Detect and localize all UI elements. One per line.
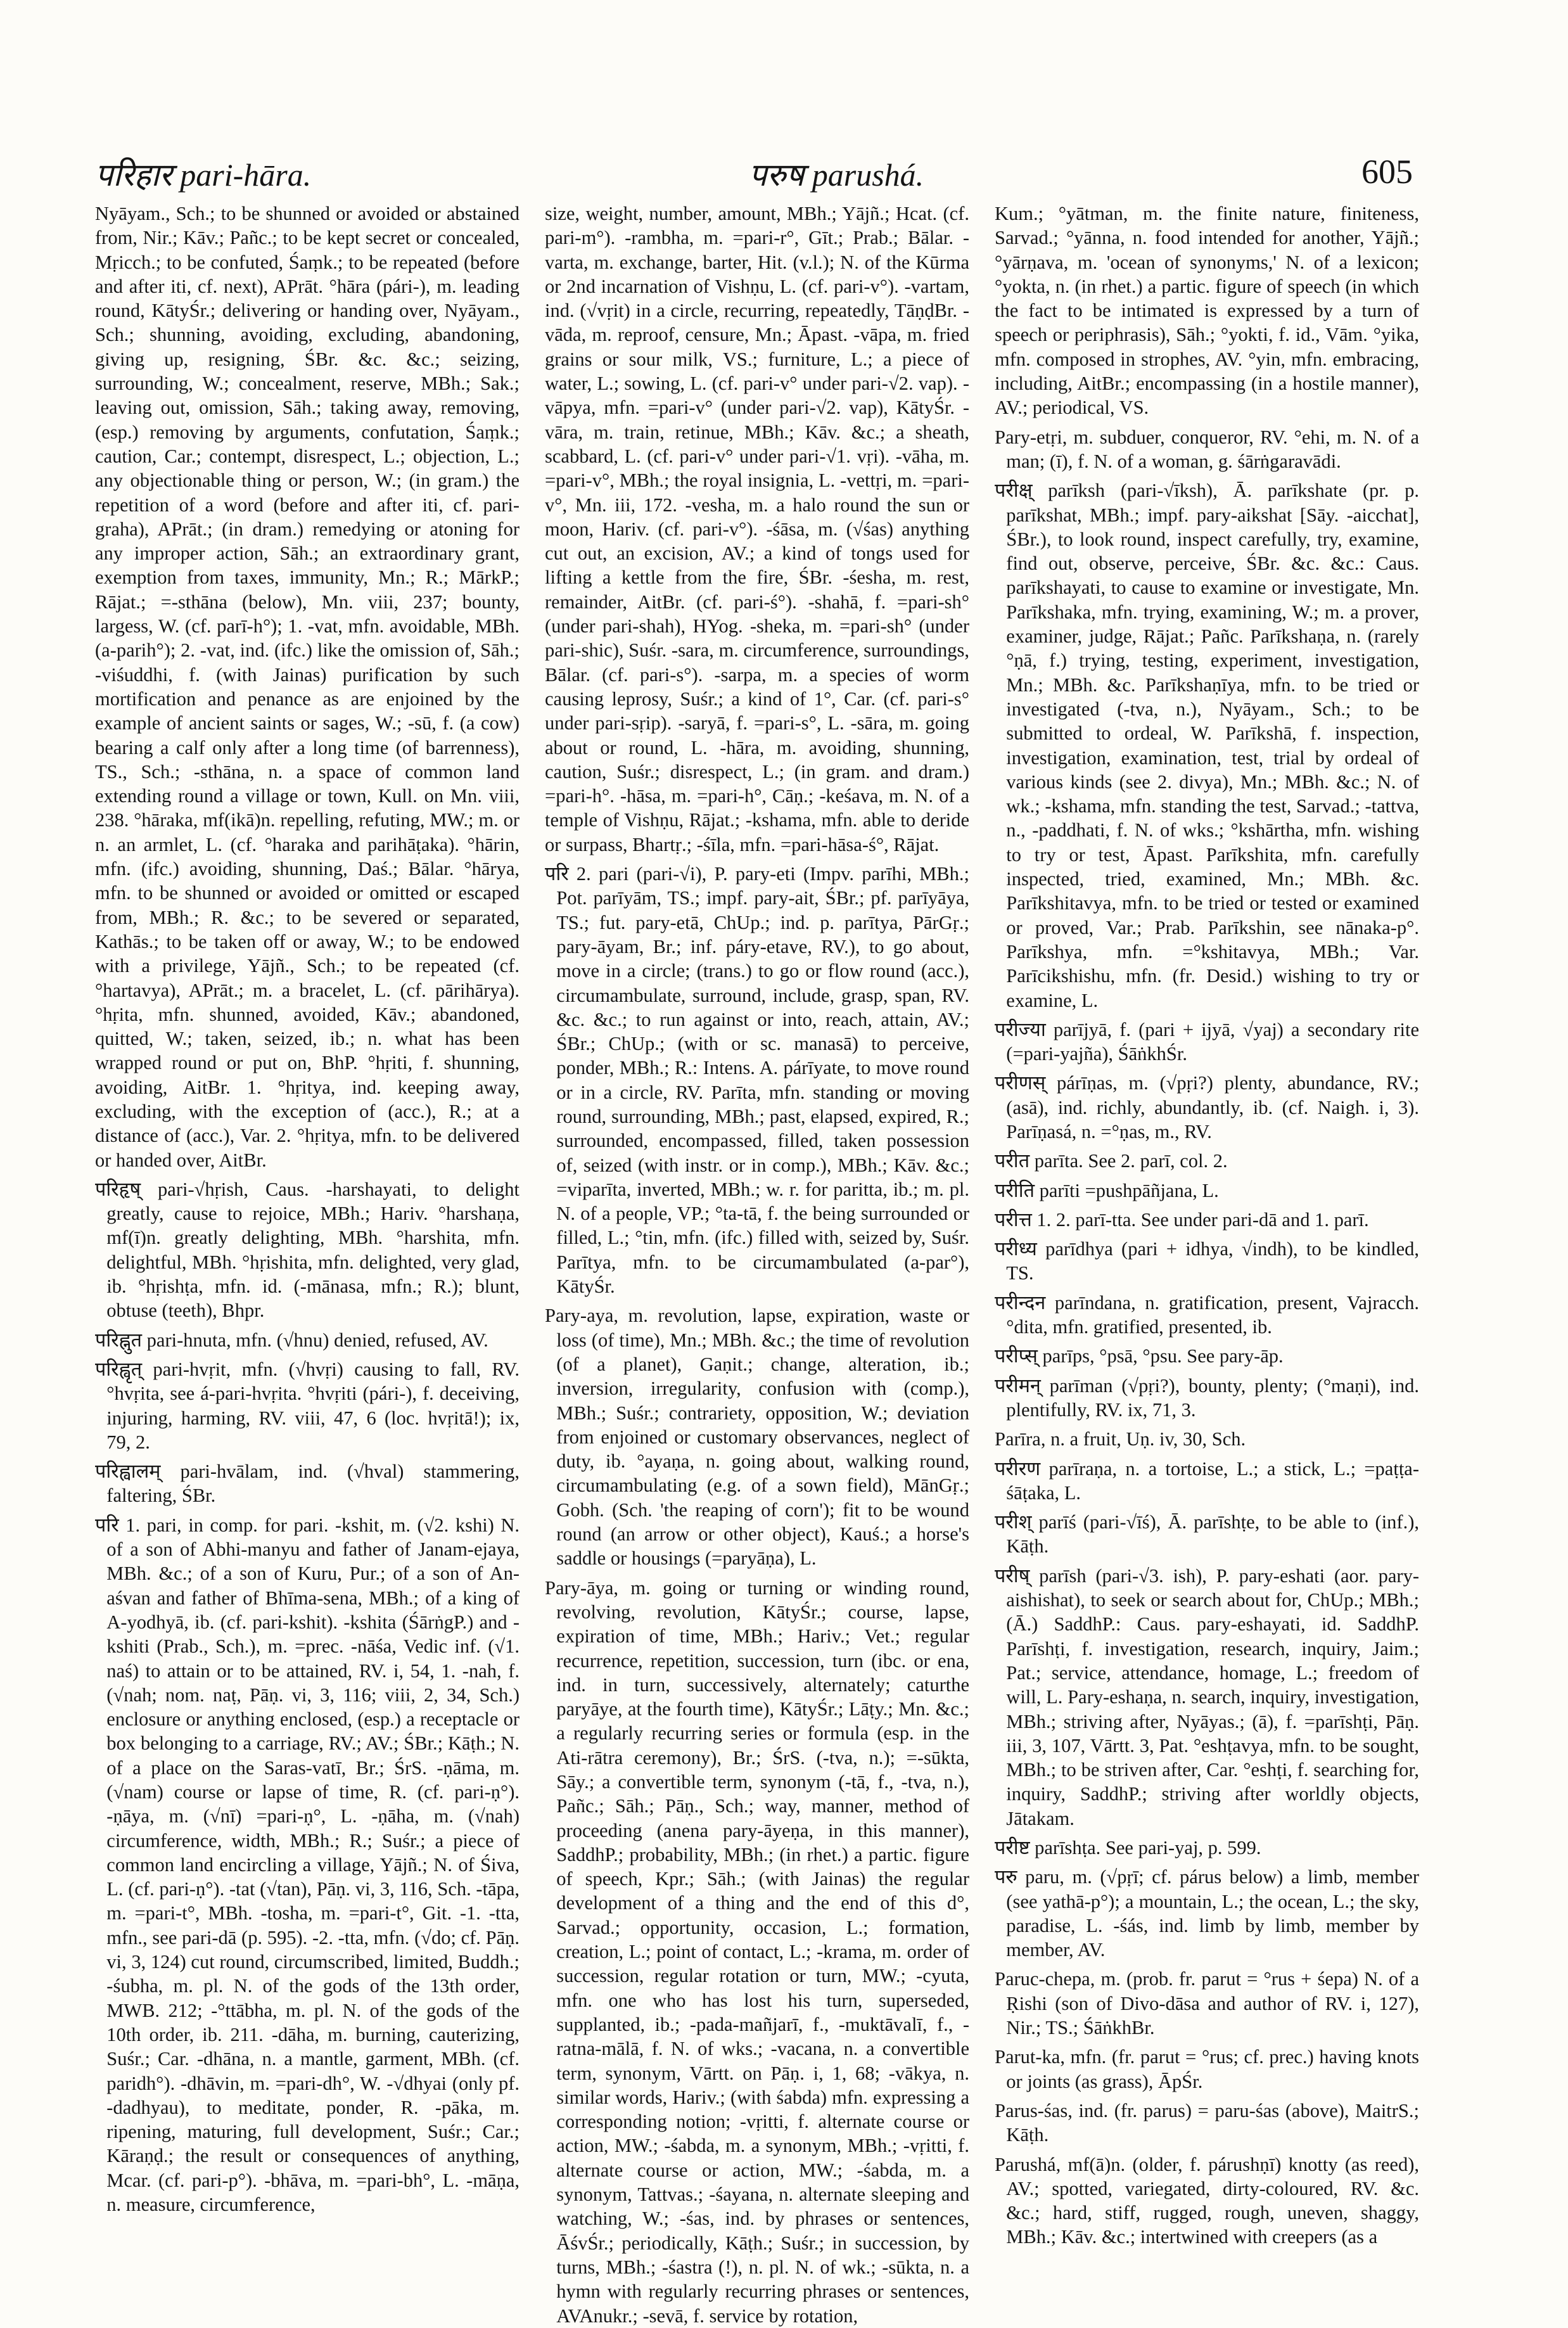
entry-paragraph: Pary-aya, m. revolution, lapse, expiration, waste or loss (of time), Mn.; MBh. &c.; the time of revolution (of a planet), Gaṇit.; change, alteration, ib.; inversion, irregularity, confusion with (comp.), MBh.; Suśr.; contrariety, opposition, W.; deviation from enjoined or customary observances, neglect of duty, ib. °ayaṇa, n. going about, walking round, circumambulating (e.g. of a sown field), MānGṛ.; Gobh. (Sch. 'the reaping of corn'); fit to be wound round (an arrow or other object), Kauś.; a horse's saddle or housings (=paryāṇa), L. [545,1305,969,1570]
entry-paragraph: परु paru, m. (√pṛī; cf. párus below) a limb, member (see yathā-p°); a mountain, L.; the ocean, L.; the sky, paradise, L. -śás, ind. limb by limb, member by member, AV. [995,1866,1419,1961]
entry-paragraph: परिह्वृत् pari-hvṛit, mfn. (√hvṛi) causing to fall, RV. °hvṛita, see á-pari-hvṛita. °hvṛiti (pári-), f. deceiving, injuring, harming, RV. viii, 47, 6 (loc. hvṛitā!); ix, 79, 2. [95,1358,519,1453]
column-2 [545,201,969,2327]
entry-paragraph: Parut-ka, mfn. (fr. parut = °rus; cf. prec.) having knots or joints (as grass), ĀpŚr. [995,2046,1419,2092]
entry-paragraph: परीप्स् parīps, °psā, °psu. See pary-āp. [995,1345,1284,1367]
entry-paragraph: परीमन् parīman (√pṛi?), bounty, plenty; (°maṇi), ind. plentifully, RV. ix, 71, 3. [995,1374,1419,1421]
entry-paragraph: Kum.; °yātman, m. the finite nature, finiteness, Sarvad.; °yānna, n. food intended for another, Yājñ.; °yārṇava, m. 'ocean of synonyms,' N. of a lexicon; °yokta, n. (in rhet.) a partic. figure of speech (in which the fact to be intimated is expressed by a turn of speech or periphrasis), Sāh.; °yokti, f. id., Vām. °yika, mfn. composed in strophes, AV. °yin, mfn. embracing, including, AitBr.; encompassing (in a hostile manner), AV.; periodical, VS. [995,203,1419,419]
entry-paragraph: परीति parīti =pushpāñjana, L. [995,1179,1219,1201]
entry-paragraph: परीत parīta. See 2. parī, col. 2. [995,1150,1228,1172]
entry-paragraph: परीरण parīraṇa, n. a tortoise, L.; a stick, L.; =paṭṭa-śāṭaka, L. [995,1457,1419,1504]
entry-paragraph: परीक्ष् parīksh (pari-√īksh), Ā. parīkshate (pr. p. parīkshat, MBh.; impf. pary-aikshat [Sāy. -aicchat], ŚBr.), to look round, inspect carefully, try, examine, find out, observe, perceive, ŚBr. &c. &c.: Caus. parīkshayati, to cause to examine or investigate, Mn. Parīkshaka, mfn. trying, examining, W.; m. a prover, examiner, judge, Rājat.; Pañc. Parīkshaṇa, n. (rarely °ṇā, f.) trying, testing, experiment, investigation, Mn.; MBh. &c. Parīkshaṇīya, mfn. to be tried or investigated (-tva, n.), Nyāyam., Sch.; to be submitted to ordeal, W. Parīkshā, f. inspection, investigation, examination, test, trial by ordeal of various kinds (see 2. divya), Mn.; MBh. &c.; N. of wk.; -kshama, mfn. standing the test, Sarvad.; -tattva, n., -paddhati, f. N. of wks.; °kshārtha, mfn. wishing to try or test, Āpast. Parīkshita, mfn. carefully inspected, tried, examined, Mn.; MBh. &c. Parīkshitavya, mfn. to be tried or tested or examined or proved, Var.; Prab. Parīkshin, see nānaka-p°. Parīkshya, mfn. =°kshitavya, MBh.; Var. Parīcikshishu, mfn. (fr. Desid.) wishing to try or examine, L. [995,480,1419,1011]
column-1 [95,201,519,2216]
entry-paragraph: Nyāyam., Sch.; to be shunned or avoided or abstained from, Nir.; Kāv.; Pañc.; to be kept secret or concealed, Mṛicch.; to be confuted, Śaṃk.; to be repeated (before and after iti, cf. next), APrāt. °hāra (pári-), m. leading round, KātyŚr.; delivering or handing over, Nyāyam., Sch.; shunning, avoiding, excluding, abandoning, giving up, resigning, ŚBr. &c. &c.; seizing, surrounding, W.; concealment, reserve, MBh.; Sak.; leaving out, omission, Sāh.; taking away, removing, (esp.) removing by arguments, confutation, Śaṃk.; caution, Car.; contempt, disrespect, L.; objection, L.; any objectionable thing or person, W.; (in gram.) the repetition of a word (before and after iti, cf. pari-graha), APrāt.; (in dram.) remedying or atoning for any improper action, Sāh.; an extraordinary grant, exemption from taxes, immunity, Mn.; R.; MārkP.; Rājat.; =-sthāna (below), Mn. viii, 237; bounty, largess, W. (cf. parī-h°); 1. -vat, mfn. avoidable, MBh. (a-parih°); 2. -vat, ind. (ifc.) like the omission of, Sāh.; -viśuddhi, f. (with Jainas) purification by such mortification and penance as are enjoined by the example of ancient saints or sages, W.; -sū, f. (a cow) bearing a calf only after a long time (of barrenness), TS., Sch.; -sthāna, n. a space of common land extending round a village or town, Kull. on Mn. viii, 238. °hāraka, mf(ikā)n. repelling, refuting, MW.; m. or n. an armlet, L. (cf. °haraka and parihāṭaka). °hārin, mfn. (ifc.) avoiding, shunning, Daś.; Bālar. °hārya, mfn. to be shunned or avoided or omitted or escaped from, MBh.; R. &c.; to be severed or separated, Kathās.; to be taken off or away, W.; to be endowed with a privilege, Yājñ., Sch.; to be repeated (cf. °hartavya), APrāt.; m. a bracelet, L. (cf. pārihārya). °hṛita, mfn. shunned, avoided, Kāv.; abandoned, quitted, W.; taken, seized, ib.; n. what has been wrapped round or put on, BhP. °hṛiti, f. shunning, avoiding, AitBr. 1. °hṛitya, ind. keeping away, excluding, with the exception of (acc.), R.; at a distance of (acc.), Var. 2. °hṛitya, mfn. to be delivered or handed over, AitBr. [95,203,519,1171]
entry-paragraph: परीध्य parīdhya (pari + idhya, √indh), to be kindled, TS. [995,1238,1419,1284]
entry-paragraph: परीणस् párīṇas, m. (√pṛi?) plenty, abundance, RV.; (asā), ind. richly, abundantly, ib. (cf. Naigh. i, 3). Parīṇasá, n. =°ṇas, m., RV. [995,1072,1419,1142]
entry-paragraph: size, weight, number, amount, MBh.; Yājñ.; Hcat. (cf. pari-m°). -rambha, m. =pari-r°, Gīt.; Prab.; Bālar. -varta, m. exchange, barter, Hit. (v.l.); N. of the Kūrma or 2nd incarnation of Vishṇu, L. (cf. pari-v°). -vartam, ind. (√vṛit) in a circle, recurring, repeatedly, TāṇḍBr. -vāda, m. reproof, censure, Mn.; Āpast. -vāpa, m. fried grains or sour milk, VS.; furniture, L.; a piece of water, L.; sowing, L. (cf. pari-v° under pari-√2. vap). -vāpya, mfn. =pari-v° (under pari-√2. vap), KātyŚr. -vāra, m. train, retinue, MBh.; Kāv. &c.; a sheath, scabbard, L. (cf. pari-v° under pari-√1. vṛi). -vāha, m. =pari-v°, MBh.; the royal insignia, L. -vettṛi, m. =pari-v°, Mn. iii, 172. -vesha, m. a halo round the sun or moon, Hariv. (cf. pari-v°). -śāsa, m. (√śas) anything cut out, an excision, AV.; a kind of tongs used for lifting a kettle from the fire, ŚBr. -śesha, m. rest, remainder, AitBr. (cf. pari-ś°). -shahā, f. =pari-sh° (under pari-shah), HYog. -sheka, m. =pari-sh° (under pari-shic), Suśr. -sara, m. circumference, surroundings, Bālar. (cf. pari-s°). -sarpa, m. a species of worm causing leprosy, Suśr.; a kind of 1°, Car. (cf. pari-s° under pari-sṛip). -saryā, f. =pari-s°, L. -sāra, m. going about or round, L. -hāra, m. avoiding, shunning, caution, Suśr.; disrespect, L.; (in gram. and dram.) =pari-h°. -hāsa, m. =pari-h°, Cāṇ.; -keśava, m. N. of a temple of Vishṇu, Rājat.; -kshama, mfn. able to deride or surpass, Bhartṛ.; -śīla, mfn. =pari-hāsa-ś°, Rājat. [545,203,969,855]
left-headword: परिहार pari-hāra. [95,157,312,193]
entry-paragraph: Parīra, n. a fruit, Uṇ. iv, 30, Sch. [995,1428,1246,1450]
entry-paragraph: परिह्वालम् pari-hvālam, ind. (√hval) stammering, faltering, ŚBr. [95,1461,519,1507]
page-number: 605 [1361,153,1413,191]
entry-paragraph: Parus-śas, ind. (fr. parus) = paru-śas (above), MaitrS.; Kāṭh. [995,2099,1419,2146]
entry-paragraph: Paruc-chepa, m. (prob. fr. parut = °rus + śepa) N. of a Ṛishi (son of Divo-dāsa and author of RV. i, 127), Nir.; TS.; ŚāṅkhBr. [995,1968,1419,2039]
entry-paragraph: परीष्ट parīshṭa. See pari-yaj, p. 599. [995,1837,1261,1858]
entry-paragraph: परिह्नुत pari-hnuta, mfn. (√hnu) denied, refused, AV. [95,1329,488,1351]
entry-paragraph: परि 1. pari, in comp. for pari. -kshit, m. (√2. kshi) N. of a son of Abhi-manyu and father of Janam-ejaya, MBh. &c.; of a son of Kuru, Pur.; of a son of An-aśvan and father of Bhīma-sena, MBh.; of a king of A-yodhyā, ib. (cf. pari-kshit). -kshita (ŚārṅgP.) and -kshiti (Prab., Sch.), m. =prec. -nāśa, Vedic inf. (√1. naś) to attain or to be attained, RV. i, 54, 1. -nah, f. (√nah; nom. naṭ, Pāṇ. vi, 3, 116; viii, 2, 34, Sch.) enclosure or anything enclosed, (esp.) a receptacle or box belonging to a carriage, RV.; AV.; ŚBr.; Kāṭh.; N. of a place on the Saras-vatī, Br.; ŚrS. -ṇāma, m. (√nam) course or lapse of time, R. (cf. pari-ṇ°). -ṇāya, m. (√nī) =pari-ṇ°, L. -ṇāha, m. (√nah) circumference, width, MBh.; R.; Suśr.; a piece of common land encircling a village, Yājñ.; N. of Śiva, L. (cf. pari-ṇ°). -tat (√tan), Pāṇ. vi, 3, 116, Sch. -tāpa, m. =pari-t°, MBh. -tosha, m. =pari-t°, Git. -1. -tta, mfn., see pari-dā (p. 595). -2. -tta, mfn. (√do; cf. Pāṇ. vi, 3, 124) cut round, circumscribed, limited, Buddh.; -śubha, m. pl. N. of the gods of the 13th order, MWB. 212; -°ttābha, m. pl. N. of the gods of the 10th order, ib. 211. -dāha, m. burning, cauterizing, Suśr.; Car. -dhāna, n. a mantle, garment, MBh. (cf. paridh°). -dhāvin, m. =pari-dh°, W. -√dhyai (only pf. -dadhyau), to meditate, ponder, R. -pāka, m. ripening, maturing, full development, Suśr.; Car.; Kāraṇḍ.; the result or consequences of anything, Mcar. (cf. pari-p°). -bhāva, m. =pari-bh°, L. -māṇa, n. measure, circumference, [95,1514,519,2216]
entry-paragraph: Pary-etṛi, m. subduer, conqueror, RV. °ehi, m. N. of a man; (ī), f. N. of a woman, g. śārṅgaravādi. [995,426,1419,472]
entry-paragraph: परीज्या parījyā, f. (pari + ijyā, √yaj) a secondary rite (=pari-yajña), ŚāṅkhŚr. [995,1018,1419,1065]
entry-paragraph: Parushá, mf(ā)n. (older, f. párushṇī) knotty (as reed), AV.; spotted, variegated, dirty-coloured, RV. &c. &c.; hard, stiff, rugged, rough, uneven, shaggy, MBh.; Kāv. &c.; intertwined with creepers (as a [995,2153,1419,2248]
entry-paragraph: परीन्दन parīndana, n. gratification, present, Vajracch. °dita, mfn. gratified, presented, ib. [995,1291,1419,1338]
entry-paragraph: परीत्त 1. 2. parī-tta. See under pari-dā and 1. parī. [995,1208,1369,1231]
page-header [95,152,1413,196]
entry-paragraph: Pary-āya, m. going or turning or winding round, revolving, revolution, KātyŚr.; course, lapse, expiration of time, MBh.; Hariv.; Vet.; regular recurrence, repetition, succession, turn (ibc. or ena, ind. in turn, successively, alternately; caturthe paryāye, at the fourth time), KātyŚr.; Lāṭy.; Mn. &c.; a regularly recurring series or formula (esp. in the Ati-rātra ceremony), Br.; ŚrS. (-tva, n.); =-sūkta, Sāy.; a convertible term, synonym (-tā, f., -tva, n.), Pañc.; Sāh.; Pāṇ., Sch.; way, manner, method of proceeding (anena pary-āyeṇa, in this manner), SaddhP.; probability, MBh.; (in rhet.) a partic. figure of speech, Kpr.; Sāh.; (with Jainas) the regular development of a thing and the end of this d°, Sarvad.; opportunity, occasion, L.; formation, creation, L.; point of contact, L.; -krama, m. order of succession, regular rotation or turn, MW.; -cyuta, mfn. one who has lost his turn, superseded, supplanted, ib.; -pada-mañjarī, f., -muktāvalī, f., -ratna-mālā, f. N. of wks.; -vacana, n. a convertible term, synonym, Vārtt. on Pāṇ. i, 1, 68; -vākya, n. similar words, Hariv.; (with śabda) mfn. expressing a corresponding notion; -vṛitti, f. alternate course or action, MW.; -śabda, m. a synonym, MBh.; -vṛitti, f. alternate course or action, MW.; -śabda, m. a synonym, Tattvas.; -śayana, n. alternate sleeping and watching, W.; -śas, ind. by phrases or sentences, ĀśvŚr.; periodically, Kāṭh.; Suśr.; in succession, by turns, MBh.; -śastra (!), n. pl. N. of wk.; -sūkta, n. a hymn with regularly recurring phrases or sentences, AVAnukr.; -sevā, f. service by rotation, [545,1577,969,2327]
entry-paragraph: परि 2. pari (pari-√i), P. pary-eti (Impv. parīhi, MBh.; Pot. parīyām, TS.; impf. pary-ait, ŚBr.; pf. parīyāya, TS.; fut. pary-etā, ChUp.; ind. p. parītya, PārGṛ.; pary-āyam, Br.; inf. páry-etave, RV.), to go about, move in a circle; (trans.) to go or flow round (acc.), circumambulate, surround, include, grasp, span, RV. &c. &c.; to run against or into, reach, attain, AV.; ŚBr.; ChUp.; (with or sc. manasā) to perceive, ponder, MBh.; R.: Intens. A. párīyate, to move round or in a circle, RV. Parīta, mfn. standing or moving round, surrounding, MBh.; past, elapsed, expired, R.; surrounded, encompassed, filled, taken possession of, seized (with instr. or in comp.), MBh.; Kāv. &c.; =viparīta, inverted, MBh.; w. r. for paritta, ib.; m. pl. N. of a people, VP.; °ta-tā, f. the being surrounded or filled, L.; °tin, mfn. (ifc.) filled with, seized by, Suśr. Parītya, mfn. to be circumambulated (a-par°), KātyŚr. [545,863,969,1298]
right-headword: परुष parushá. [749,157,924,193]
entry-paragraph: परीश् parīś (pari-√īś), Ā. parīshṭe, to be able to (inf.), Kāṭh. [995,1511,1419,1557]
text-columns [95,201,1419,2327]
entry-paragraph: परिहृष् pari-√hṛish, Caus. -harshayati, to delight greatly, cause to rejoice, MBh.; Hariv. °harshaṇa, mf(ī)n. greatly delighting, MBh. °harshita, mfn. delightful, MBh. °hṛishita, mfn. delighted, very glad, ib. °hṛishṭa, mfn. id. (-mānasa, mfn.; R.); blunt, obtuse (teeth), Bhpr. [95,1178,519,1322]
entry-paragraph: परीष् parīsh (pari-√3. ish), P. pary-eshati (aor. pary-aishishat), to seek or search about for, ChUp.; MBh.; (Ā.) SaddhP.: Caus. pary-eshayati, id. SaddhP. Parīshṭi, f. investigation, research, inquiry, Jaim.; Pat.; service, attendance, homage, L.; freedom of will, L. Pary-eshaṇa, n. search, inquiry, investigation, MBh.; striving after, Nyāyas.; (ā), f. =parīshṭi, Pāṇ. iii, 3, 107, Vārtt. 3, Pat. °eshṭavya, mfn. to be sought, MBh.; to be striven after, Car. °eshṭi, f. searching for, inquiry, SaddhP.; striving after worldly objects, Jātakam. [995,1564,1419,1829]
column-3 [995,201,1419,2248]
